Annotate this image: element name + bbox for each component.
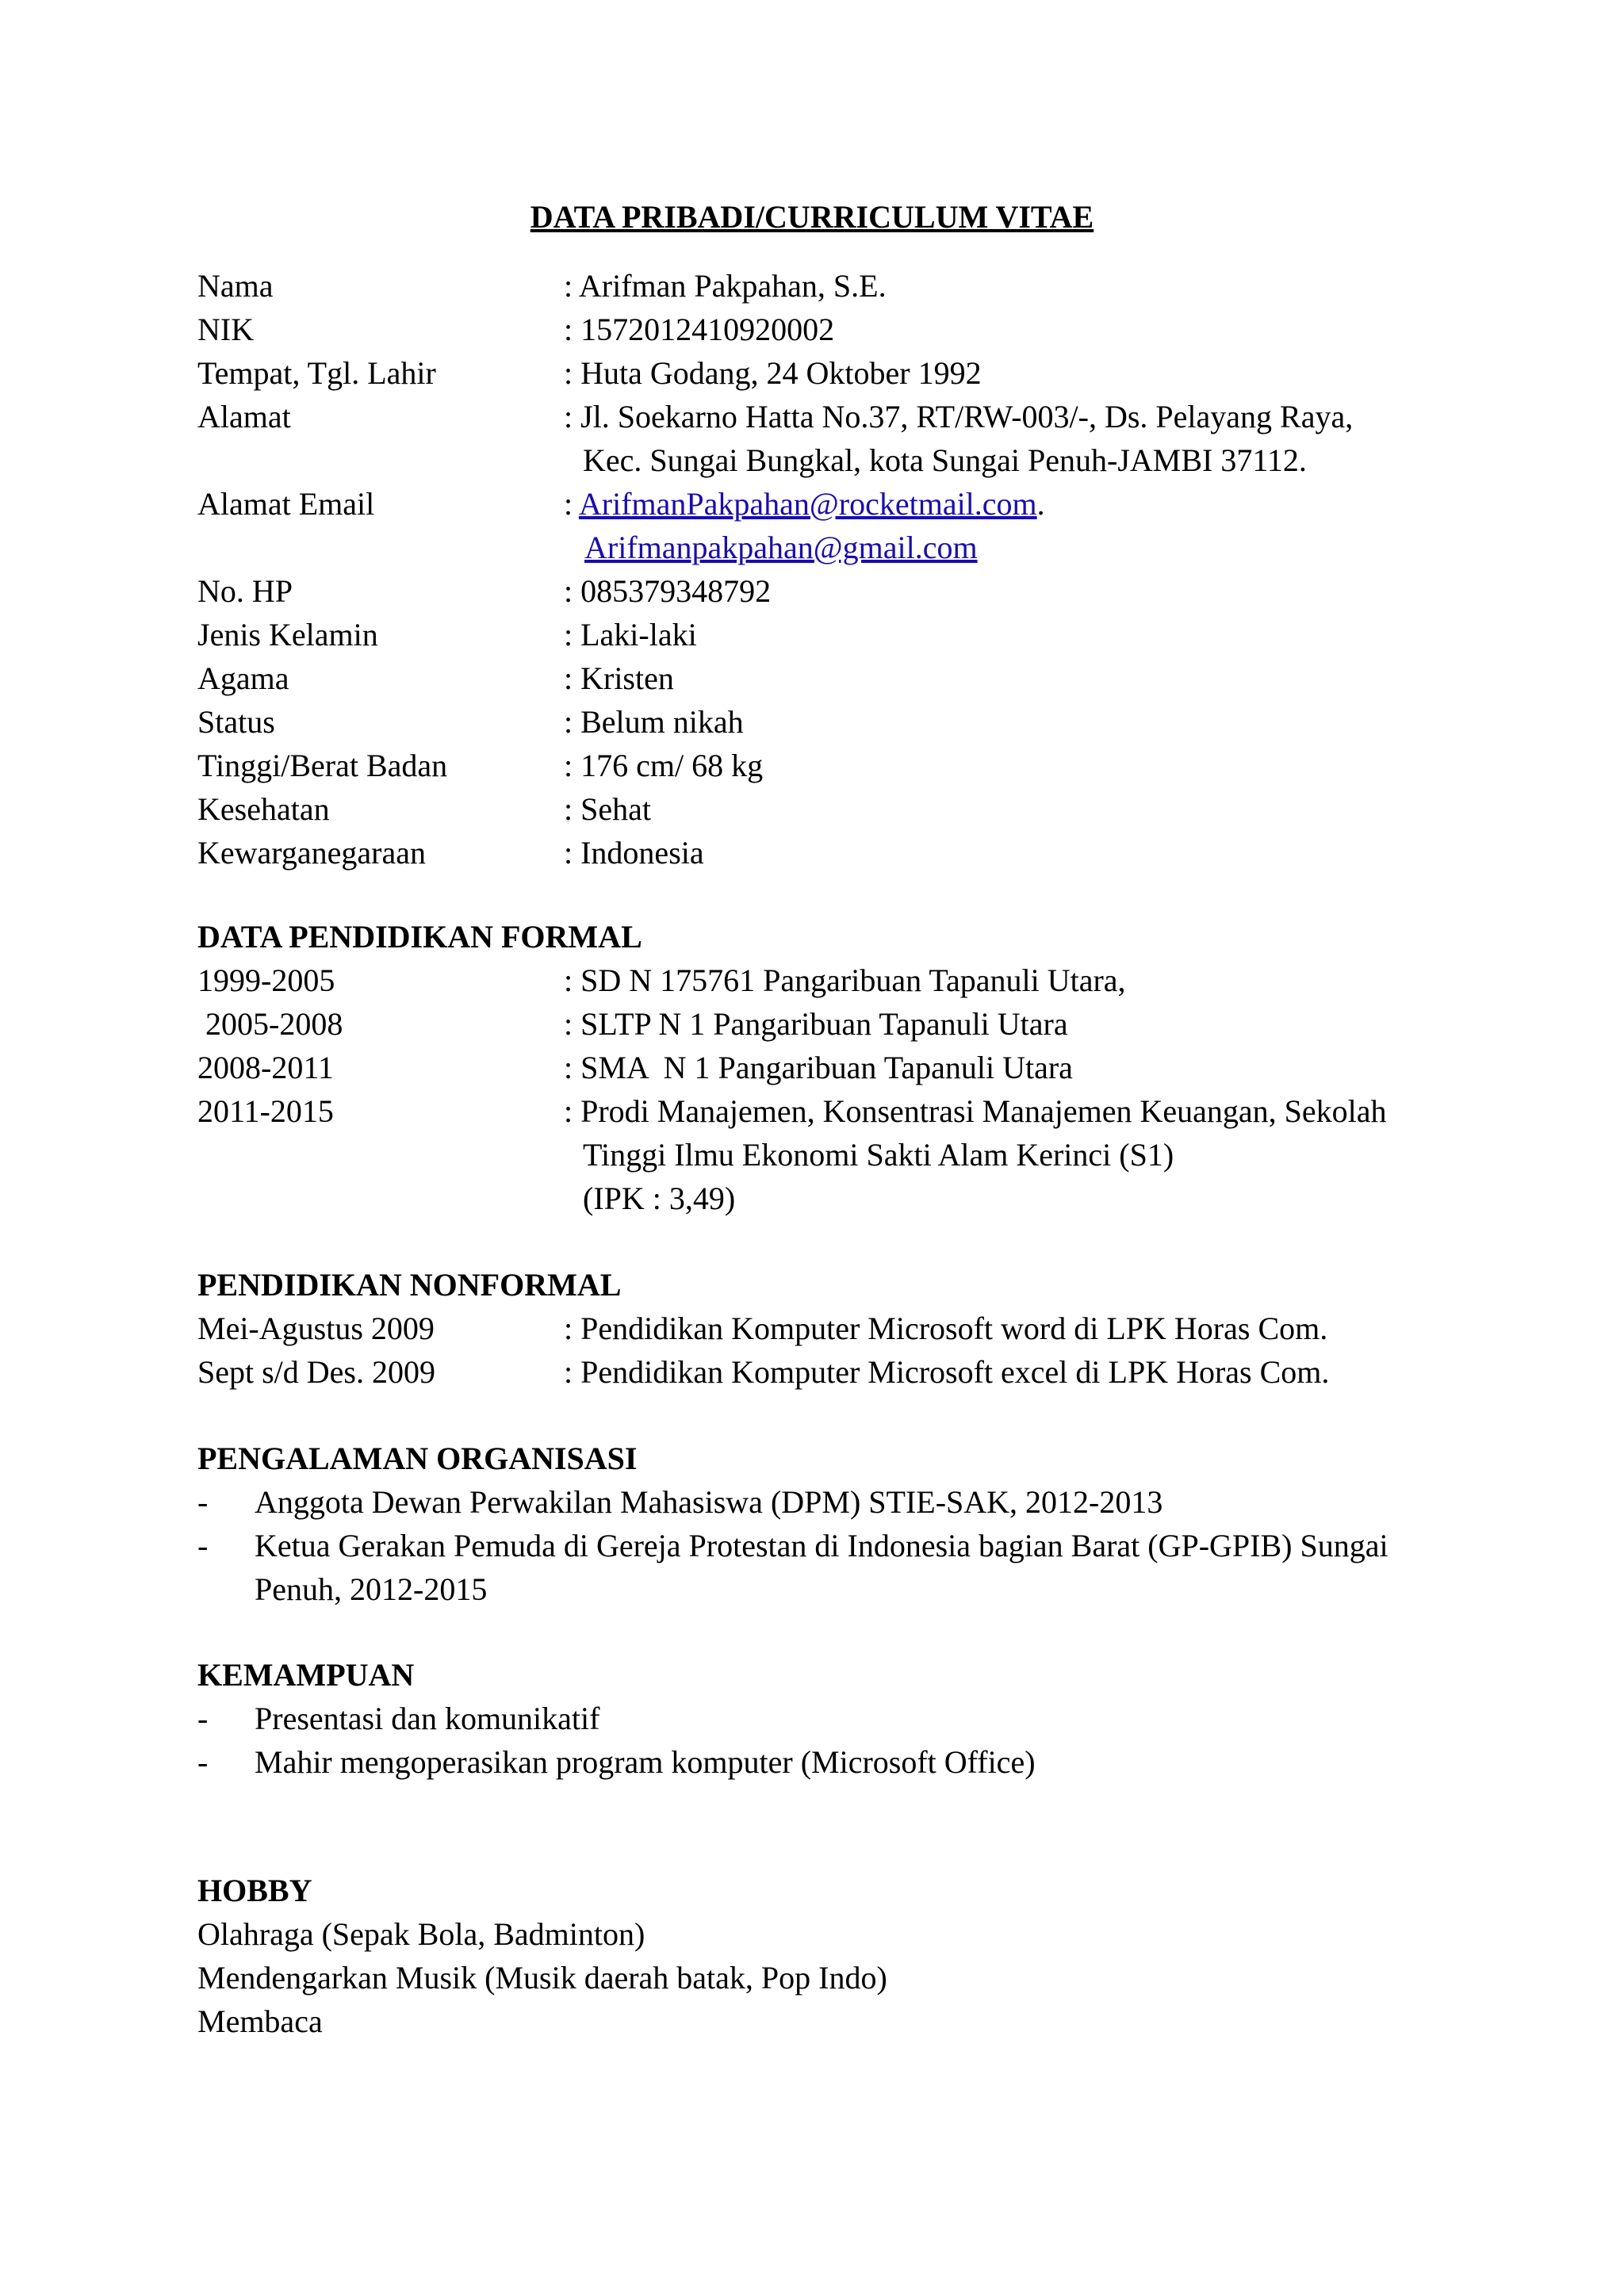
email-link-gmail[interactable]: Arifmanpakpahan@gmail.com	[584, 530, 978, 565]
field-row-alamat	[197, 395, 1498, 438]
field-label: Tinggi/Berat Badan	[197, 748, 448, 783]
field-row-email-cont	[197, 526, 1498, 569]
gpa-text: (IPK : 3,49)	[583, 1181, 736, 1216]
bullet-dash: -	[197, 1484, 209, 1520]
field-row-kesehatan	[197, 787, 1498, 831]
field-row-alamat-cont	[197, 438, 1498, 482]
education-value-continuation: Tinggi Ilmu Ekonomi Sakti Alam Kerinci (S1)	[583, 1137, 1174, 1173]
list-item	[197, 1697, 1498, 1740]
field-row-tinggi-berat	[197, 744, 1498, 787]
education-row	[197, 1046, 1498, 1089]
field-label: Agama	[197, 660, 289, 696]
field-value-continuation	[584, 526, 978, 569]
field-value: : Indonesia	[564, 835, 704, 871]
education-value: : Prodi Manajemen, Konsentrasi Manajemen Keuangan, Sekolah	[564, 1093, 1387, 1129]
field-value: : Huta Godang, 24 Oktober 1992	[564, 355, 982, 391]
field-label: Alamat Email	[197, 486, 375, 522]
field-value	[564, 482, 1045, 526]
course-value: : Pendidikan Komputer Microsoft excel di LPK Horas Com.	[564, 1354, 1330, 1390]
period-label: 2011-2015	[197, 1093, 334, 1129]
field-value: : Kristen	[564, 660, 674, 696]
section-heading: PENGALAMAN ORGANISASI	[197, 1441, 638, 1476]
field-label: Status	[197, 704, 275, 740]
list-item-text: Presentasi dan komunikatif	[255, 1701, 600, 1736]
field-row-email	[197, 482, 1498, 526]
list-item-continuation: Penuh, 2012-2015	[255, 1571, 488, 1607]
field-label: Jenis Kelamin	[197, 617, 378, 652]
section-heading: HOBBY	[197, 1873, 312, 1908]
field-row-nik	[197, 308, 1498, 351]
list-item-text: Mahir mengoperasikan program komputer (Microsoft Office)	[255, 1744, 1036, 1780]
skills-section	[197, 1653, 1498, 1784]
field-value: : 085379348792	[564, 573, 772, 609]
education-value: : SD N 175761 Pangaribuan Tapanuli Utara,	[564, 962, 1126, 998]
list-item-text: Anggota Dewan Perwakilan Mahasiswa (DPM) STIE-SAK, 2012-2013	[255, 1484, 1163, 1520]
course-row	[197, 1350, 1498, 1394]
field-value: : 1572012410920002	[564, 312, 835, 347]
period-label: 2005-2008	[197, 1006, 343, 1042]
field-row-kewarganegaraan	[197, 831, 1498, 874]
period-label: 1999-2005	[197, 962, 335, 998]
field-label: Kesehatan	[197, 791, 330, 827]
field-value: : 176 cm/ 68 kg	[564, 748, 764, 783]
section-heading: PENDIDIKAN NONFORMAL	[197, 1267, 622, 1303]
email-prefix: :	[564, 486, 579, 522]
field-label: Tempat, Tgl. Lahir	[197, 355, 436, 391]
field-row-ttl	[197, 351, 1498, 395]
field-row-status	[197, 700, 1498, 744]
field-value: : Belum nikah	[564, 704, 744, 740]
field-value: : Jl. Soekarno Hatta No.37, RT/RW-003/-, Ds. Pelayang Raya,	[564, 399, 1354, 434]
nonformal-education-section	[197, 1263, 1498, 1394]
field-label: NIK	[197, 312, 255, 347]
bullet-dash: -	[197, 1528, 209, 1563]
personal-data-section	[197, 264, 1498, 874]
list-item	[197, 1740, 1498, 1784]
list-item-cont	[197, 1567, 1498, 1611]
education-value: : SLTP N 1 Pangaribuan Tapanuli Utara	[564, 1006, 1068, 1042]
education-row	[197, 959, 1498, 1002]
page-title: DATA PRIBADI/CURRICULUM VITAE	[530, 199, 1094, 235]
list-item	[197, 1524, 1498, 1567]
education-row	[197, 1089, 1498, 1133]
field-value: : Laki-laki	[564, 617, 697, 652]
email-link-rocketmail[interactable]: ArifmanPakpahan@rocketmail.com	[578, 486, 1037, 522]
period-label: Mei-Agustus 2009	[197, 1311, 435, 1346]
education-row-cont	[197, 1133, 1498, 1177]
field-row-agama	[197, 656, 1498, 700]
organization-section	[197, 1437, 1498, 1611]
list-item-text: Ketua Gerakan Pemuda di Gereja Protestan di Indonesia bagian Barat (GP-GPIB) Sungai	[255, 1528, 1388, 1563]
education-row-cont	[197, 1177, 1498, 1220]
email-suffix: .	[1036, 486, 1045, 522]
field-label: Kewarganegaraan	[197, 835, 426, 871]
field-label: No. HP	[197, 573, 293, 609]
period-label: 2008-2011	[197, 1050, 334, 1085]
education-row	[197, 1002, 1498, 1046]
course-value: : Pendidikan Komputer Microsoft word di LPK Horas Com.	[564, 1311, 1328, 1346]
formal-education-section	[197, 915, 1498, 1220]
bullet-dash: -	[197, 1744, 209, 1780]
education-value: : SMA N 1 Pangaribuan Tapanuli Utara	[564, 1050, 1073, 1085]
field-row-hp	[197, 569, 1498, 613]
list-item	[197, 1480, 1498, 1524]
field-row-jenis-kelamin	[197, 613, 1498, 656]
hobby-item: Mendengarkan Musik (Musik daerah batak, Pop Indo)	[197, 1960, 887, 1996]
field-label: Alamat	[197, 399, 291, 434]
field-label: Nama	[197, 268, 274, 304]
hobby-item: Olahraga (Sepak Bola, Badminton)	[197, 1916, 645, 1952]
field-value: : Sehat	[564, 791, 651, 827]
field-value-continuation: Kec. Sungai Bungkal, kota Sungai Penuh-JAMBI 37112.	[583, 442, 1307, 478]
field-value: : Arifman Pakpahan, S.E.	[564, 268, 887, 304]
period-label: Sept s/d Des. 2009	[197, 1354, 435, 1390]
bullet-dash: -	[197, 1701, 209, 1736]
hobby-item: Membaca	[197, 2003, 323, 2039]
hobby-section	[197, 1869, 1498, 2043]
field-row-nama	[197, 264, 1498, 308]
section-heading: KEMAMPUAN	[197, 1657, 415, 1693]
course-row	[197, 1307, 1498, 1350]
section-heading: DATA PENDIDIKAN FORMAL	[197, 919, 642, 955]
